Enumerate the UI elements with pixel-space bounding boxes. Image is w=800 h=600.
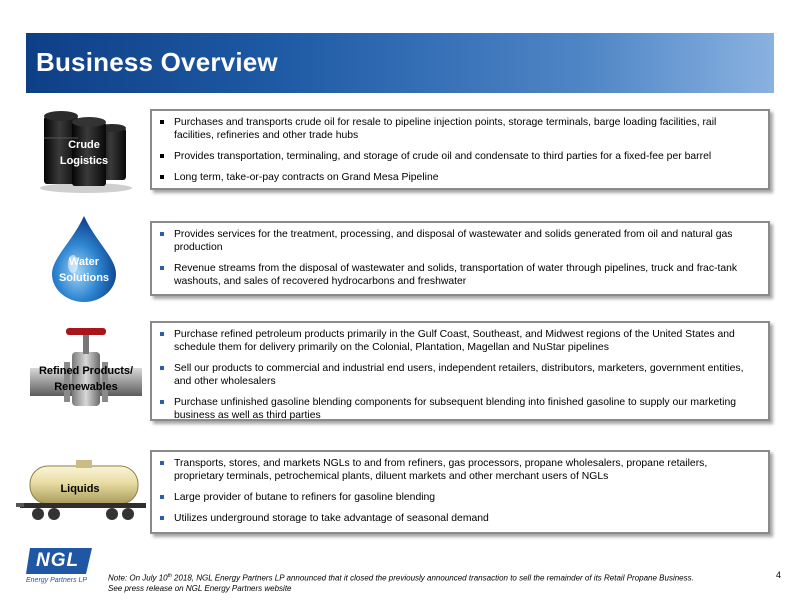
crude-logistics-box: [150, 109, 770, 190]
footer-note-sup: th: [167, 573, 172, 579]
water-solutions-box: [150, 221, 770, 296]
list-item: Revenue streams from the disposal of wastewater and solids, transportation of water through pipelines, truck and frac-tank washouts, and sales of recovered hydrocarbons and freshwater: [174, 262, 756, 288]
page-title: Business Overview: [36, 47, 278, 77]
list-item: Long term, take-or-pay contracts on Grand Mesa Pipeline: [174, 171, 756, 184]
list-item: Purchases and transports crude oil for resale to pipeline injection points, storage terminals, barge loading facilities, rail facilities, refineries and other trade hubs: [174, 116, 756, 142]
list-item: Transports, stores, and markets NGLs to and from refiners, gas processors, propane wholesalers, propane retailers, proprietary terminals, petrochemical plants, diluent markets and other merchant users of NGLs: [174, 457, 756, 483]
footer-note-line1: [108, 571, 768, 584]
refined-label-line1: Refined Products/: [38, 365, 134, 377]
crude-logistics-label: [44, 137, 124, 169]
list-item: Purchase refined petroleum products primarily in the Gulf Coast, Southeast, and Midwest regions of the United States and schedule them for delivery primarily on the Colonial, Plantation, Magellan and NuStar pipelines: [174, 328, 756, 354]
refined-label-line2: Renewables: [54, 381, 118, 393]
liquids-box: [150, 450, 770, 534]
title-bar: [26, 33, 774, 93]
list-item: Provides transportation, terminaling, and storage of crude oil and condensate to third parties for a fixed-fee per barrel: [174, 150, 756, 163]
water-label-line1: Water: [68, 256, 100, 268]
list-item: Sell our products to commercial and industrial end users, independent retailers, distributors, marketers, government entities, and other wholesalers: [174, 362, 756, 388]
refined-products-box: [150, 321, 770, 421]
ngl-logo: [26, 546, 96, 592]
list-item: Large provider of butane to refiners for gasoline blending: [174, 491, 756, 504]
liquids-label: [40, 481, 120, 497]
refined-products-label: [30, 363, 142, 395]
footer-note: [108, 571, 768, 594]
footer-note-line2: See press release on NGL Energy Partners website: [108, 583, 292, 593]
list-item: Utilizes underground storage to take advantage of seasonal demand: [174, 512, 756, 525]
crude-label-line1: Crude: [68, 139, 100, 151]
footer-note-prefix: Note: On July 10: [108, 573, 168, 583]
list-item: Purchase unfinished gasoline blending components for subsequent blending into finished gasoline to supply our marketing business as well as third parties: [174, 396, 756, 422]
logo-text: NGL: [36, 550, 80, 571]
crude-label-line2: Logistics: [59, 155, 109, 167]
footer-note-rest: 2018, NGL Energy Partners LP announced that it closed the previously announced transaction to sell the remainder of its Retail Propane Business.: [171, 573, 694, 583]
water-solutions-label: [44, 254, 124, 286]
logo-subtext: Energy Partners LP: [26, 577, 88, 584]
page-number: 4: [776, 570, 782, 580]
liquids-label-line1: Liquids: [60, 483, 100, 495]
water-label-line2: Solutions: [58, 272, 110, 284]
list-item: Provides services for the treatment, processing, and disposal of wastewater and solids generated from oil and natural gas production: [174, 228, 756, 254]
